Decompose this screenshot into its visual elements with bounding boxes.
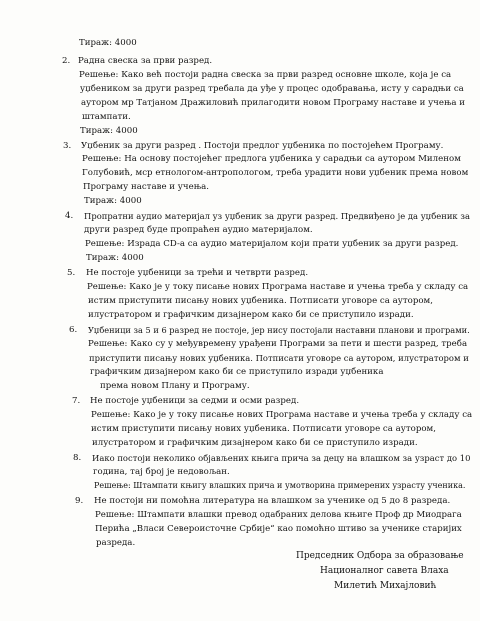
item-number: 2. [62, 56, 71, 66]
item-text: уџбеником за други разред требала да уђе у процес одобравања, исту у сарадњи са [80, 84, 464, 94]
item-text: Решење: Штампати књигу влашких прича и умотворина примерених узрасту ученика. [94, 481, 466, 490]
item-text: Решење: На основу постојећег предлога уџбеника у сарадњи са аутором Миленом [82, 154, 461, 164]
item-text: Решење: Како је у току писање нових Програма наставе и учења треба у складу са [91, 410, 473, 420]
item-title: Не постоје уџбеници за седми и осми разред. [90, 396, 300, 406]
circulation-text: Тираж: 4000 [79, 38, 137, 48]
item-text: истим приступити писању нових уџбеника. Потписати уговоре са аутором, [88, 296, 434, 306]
item-title: Пропратни аудио материјал уз уџбеник за други разред. Предвиђено је да уџбеник за [84, 211, 470, 221]
item-title: Не постоје уџбеници за трећи и четврти разред. [86, 268, 309, 278]
item-text: графичким дизајнером како би се приступило изради уџбеника [90, 367, 384, 377]
item-text: илустратором и графичким дизајнером како би се приступило изради. [88, 310, 414, 320]
item-text: Програму наставе и учења. [83, 182, 209, 192]
signature-name: Милетић Михајловић [334, 581, 437, 591]
item-number: 3. [63, 141, 72, 151]
item-title: Уџбеник за други разред . Постоји предлог уџбеника по постојећем Програму. [81, 141, 444, 151]
item-text: аутором мр Татјаном Дражиловић прилагодити новом Програму наставе и учења и [81, 98, 466, 108]
circulation-text: Тираж: 4000 [84, 196, 142, 206]
item-text: штампати. [82, 112, 131, 122]
item-title: Не постоји ни помоћна литература на влашком за ученике од 5 до 8 разреда. [94, 496, 451, 506]
item-text: Голубовић, мср етнологом-антропологом, треба урадити нови уџбеник према новом [82, 168, 469, 178]
circulation-text: Тираж: 4000 [86, 253, 144, 263]
circulation-text: Тираж: 4000 [80, 126, 138, 136]
item-number: 9. [75, 496, 84, 506]
item-title: Иако постоји неколико објављених књига прича за децу на влашком за узраст до 10 [92, 453, 471, 463]
item-title: Радна свеска за први разред. [78, 56, 213, 66]
item-text: Решење: Како је у току писање нових Програма наставе и учења треба у складу са [87, 282, 469, 292]
item-text: Перића „Власи Североисточне Србије“ као помоћно штиво за ученике старијих [95, 524, 462, 534]
item-text: према новом Плану и Програму. [100, 381, 250, 391]
item-title: Уџбеници за 5 и 6 разред не постоје, јер нису постојали наставни планови и програми. [88, 325, 470, 335]
item-text: Решење: Израда CD-a са аудио материјалом који прати уџбеник за други разред. [85, 239, 459, 249]
item-text: Решење: Како су у међувремену урађени Програми за пети и шести разред, треба [88, 339, 468, 349]
item-number: 6. [69, 325, 78, 335]
item-text: други разред буде пропраћен аудио материјалом. [84, 225, 313, 235]
item-number: 8. [73, 453, 82, 463]
item-text: приступити писању нових уџбеника. Потписати уговоре са аутором, илустратором и [89, 353, 469, 363]
signature-title: Председник Одбора за образовање [296, 551, 464, 561]
item-number: 4. [65, 211, 74, 221]
item-text: година, тај број је недовољан. [93, 467, 230, 477]
item-text: Решење: Како већ постоји радна свеска за први разред основне школе, која је са [79, 70, 452, 80]
item-text: разреда. [96, 538, 136, 548]
item-text: Решење: Штампати влашки превод одабраних делова књиге Проф др Миодрага [95, 510, 462, 520]
item-number: 5. [67, 268, 76, 278]
signature-organization: Националног савета Влаха [320, 566, 449, 576]
item-text: истим приступити писању нових уџбеника. Потписати уговоре са аутором, [91, 424, 437, 434]
item-text: илустратором и графичким дизајнером како би се приступило изради. [92, 438, 418, 448]
item-number: 7. [72, 396, 81, 406]
